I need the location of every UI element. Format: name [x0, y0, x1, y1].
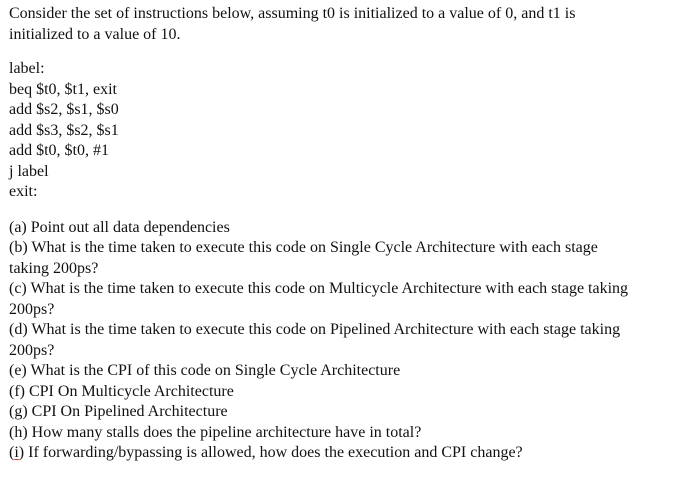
code-line: j label — [9, 162, 49, 180]
question-prefix: ( — [9, 444, 15, 461]
code-line: label: — [9, 60, 45, 77]
document-page — [9, 4, 693, 464]
question-line: (e) What is the CPI of this code on Single Cycle Architecture — [9, 362, 401, 379]
intro-line: initialized to a value of 10. — [9, 25, 181, 43]
code-line: add $s2, $s1, $s0 — [9, 101, 119, 118]
question-line-last — [9, 443, 693, 464]
question-line: (d) What is the time taken to execute this code on Pipelined Architecture with each stage taking — [9, 321, 621, 338]
question-line: 200ps? — [9, 341, 55, 359]
question-line: (c) What is the time taken to execute this code on Multicycle Architecture with each stage taking — [9, 280, 629, 297]
question-line: (a) Point out all data dependencies — [9, 218, 230, 236]
question-line: taking 200ps? — [9, 259, 99, 277]
question-line: (g) CPI On Pipelined Architecture — [9, 403, 228, 420]
code-line: beq $t0, $t1, exit — [9, 80, 117, 98]
code-line: exit: — [9, 183, 38, 200]
question-line: (h) How many stalls does the pipeline architecture have in total? — [9, 423, 422, 441]
code-line: add $s3, $s2, $s1 — [9, 121, 119, 139]
question-line: 200ps? — [9, 300, 55, 318]
code-line: add $t0, $t0, #1 — [9, 142, 109, 159]
question-line: (f) CPI On Multicycle Architecture — [9, 382, 234, 400]
intro-line: Consider the set of instructions below, assuming t0 is initialized to a value of 0, and t1 is — [9, 5, 576, 22]
question-list — [9, 218, 693, 464]
question-letter-i: i — [14, 444, 19, 461]
question-text: ) If forwarding/bypassing is allowed, how does the execution and CPI change? — [18, 444, 523, 461]
instruction-listing — [9, 59, 693, 203]
problem-intro — [9, 4, 693, 45]
question-line: (b) What is the time taken to execute this code on Single Cycle Architecture with each stage — [9, 239, 598, 256]
